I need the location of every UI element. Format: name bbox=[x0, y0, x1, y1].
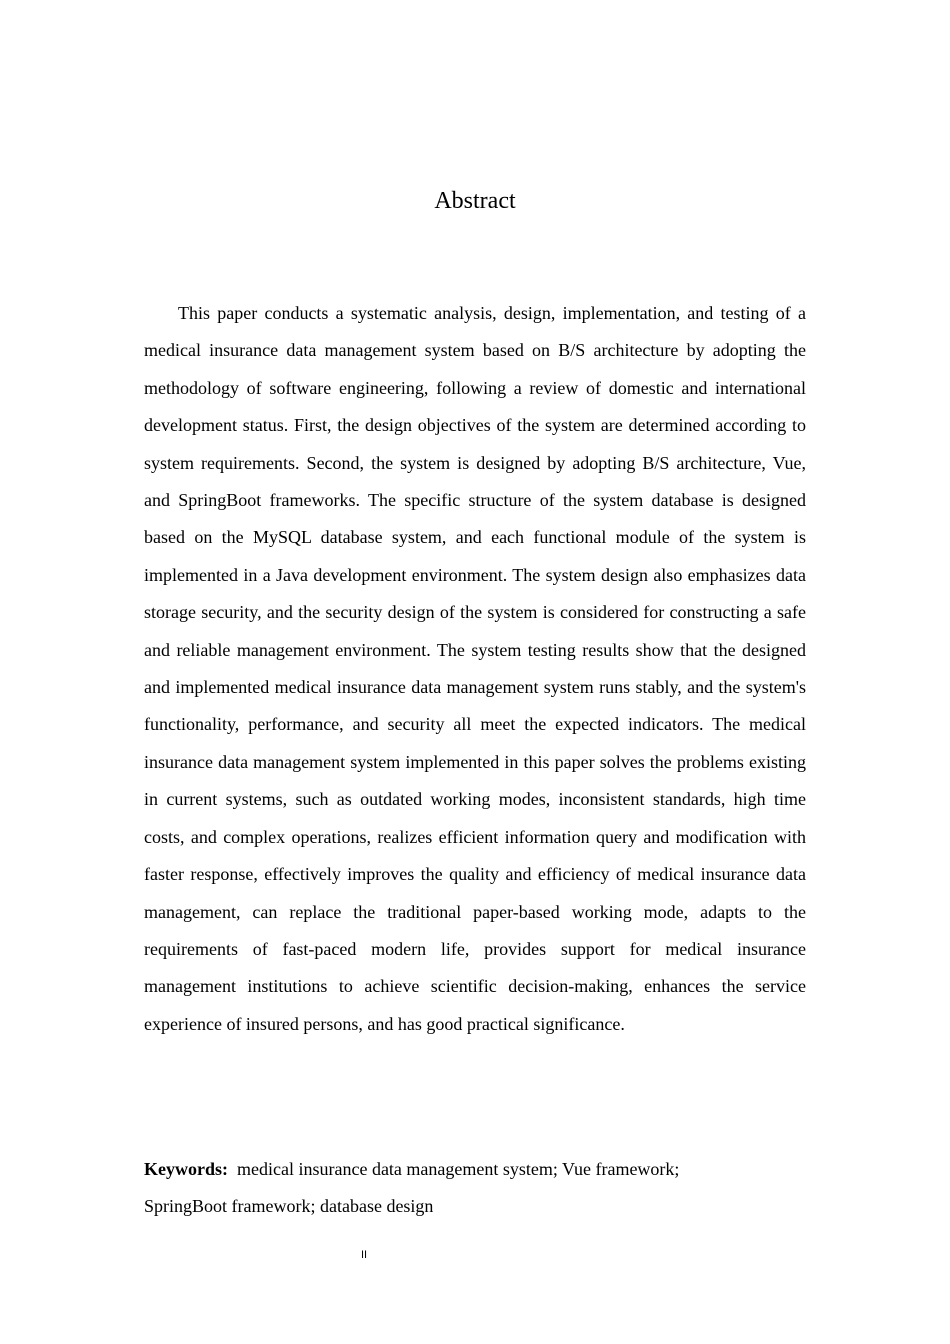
page-number: II bbox=[360, 1249, 368, 1261]
keywords-label: Keywords: bbox=[144, 1159, 228, 1179]
keywords-section bbox=[144, 1151, 806, 1226]
keywords-line-1: medical insurance data management system; Vue framework; bbox=[237, 1159, 680, 1179]
keywords-line-2: SpringBoot framework; database design bbox=[144, 1196, 434, 1217]
page-title: Abstract bbox=[434, 188, 516, 214]
abstract-paragraph: This paper conducts a systematic analysis, design, implementation, and testing of a medical insurance data management system based on B/S architecture by adopting the methodology of software engineering, following a review of domestic and international development status. First, the design objectives of the system are determined according to system requirements. Second, the system is designed by adopting B/S architecture, Vue, and SpringBoot frameworks. The specific structure of the system database is designed based on the MySQL database system, and each functional module of the system is implemented in a Java development environment. The system design also emphasizes data storage security, and the security design of the system is considered for constructing a safe and reliable management environment. The system testing results show that the designed and implemented medical insurance data management system runs stably, and the system's functionality, performance, and security all meet the expected indicators. The medical insurance data management system implemented in this paper solves the problems existing in current systems, such as outdated working modes, inconsistent standards, high time costs, and complex operations, realizes efficient information query and modification with faster response, effectively improves the quality and efficiency of medical insurance data management, can replace the traditional paper-based working mode, adapts to the requirements of fast-paced modern life, provides support for medical insurance management institutions to achieve scientific decision-making, enhances the service experience of insured persons, and has good practical significance. bbox=[144, 303, 806, 1034]
